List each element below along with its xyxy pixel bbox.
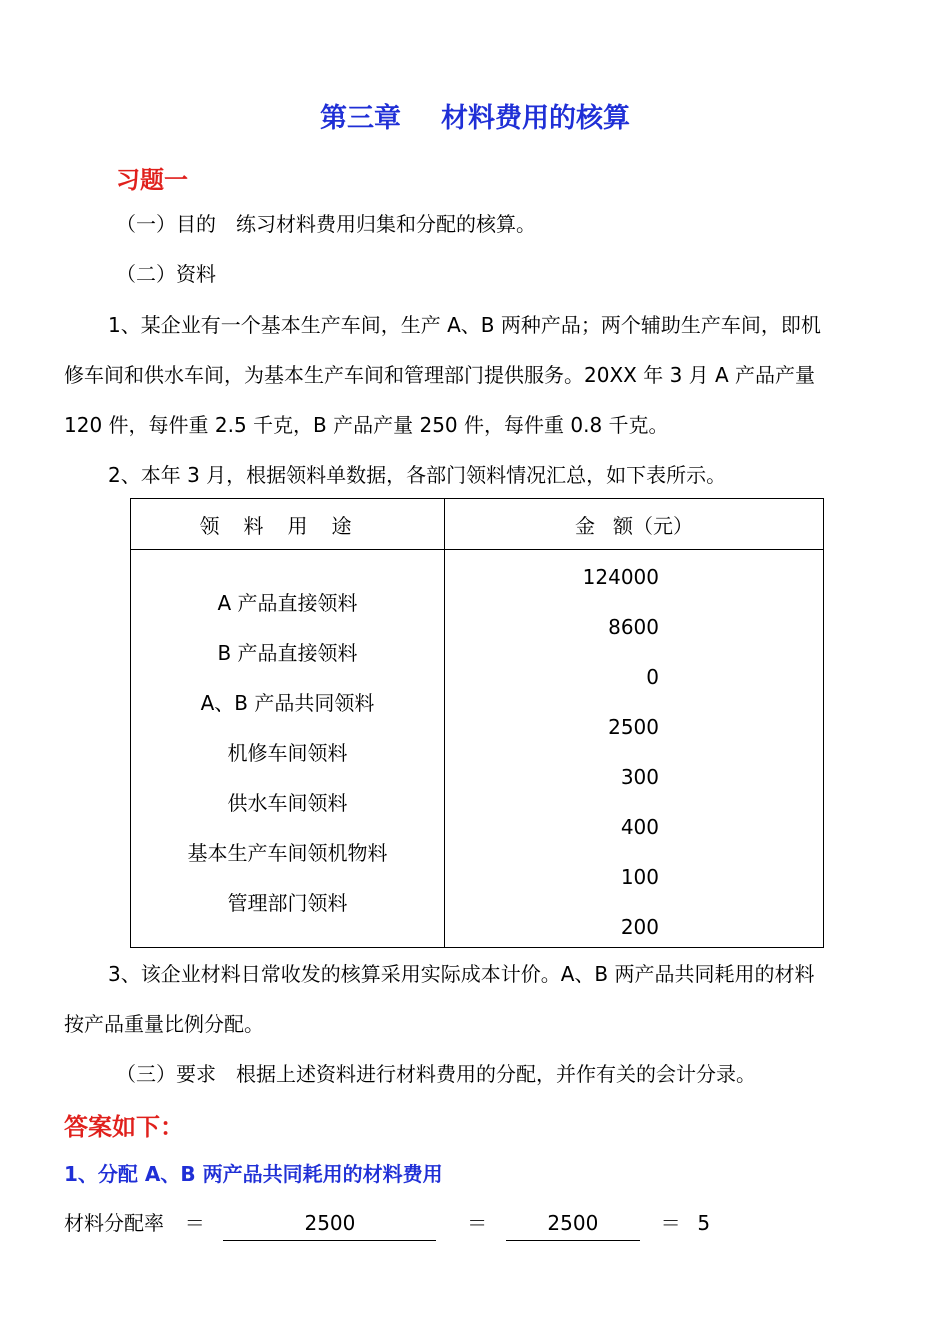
- step-1-heading: 1、分配 A、B 两产品共同耗用的材料费用: [64, 1162, 443, 1186]
- item-3-line-1: 3、该企业材料日常收发的核算采用实际成本计价。A、B 两产品共同耗用的材料: [108, 962, 815, 986]
- formula-equals: ＝: [467, 1211, 488, 1235]
- section-requirement: （三）要求 根据上述资料进行材料费用的分配，并作有关的会计分录。: [116, 1062, 756, 1086]
- use-item: 管理部门领料: [227, 891, 348, 915]
- amount-item: 8600: [608, 615, 659, 639]
- item-1-line-3: 120 件，每件重 2.5 千克，B 产品产量 250 件，每件重 0.8 千克。: [64, 413, 669, 437]
- header-amount-a: 金: [575, 513, 595, 538]
- item-3-paragraph: [64, 949, 892, 1049]
- chapter-name: 材料费用的核算: [441, 103, 630, 134]
- formula-equals: ＝: [660, 1211, 681, 1235]
- header-amount-b: 额（元）: [613, 513, 693, 538]
- section-purpose: （一）目的 练习材料费用归集和分配的核算。: [116, 212, 536, 236]
- formula-numerator-2: 2500: [506, 1206, 640, 1241]
- header-use: 领料用途: [131, 499, 445, 550]
- item-3-line-2: 按产品重量比例分配。: [64, 1012, 264, 1036]
- chapter-title: [0, 96, 950, 135]
- use-cell: [131, 550, 445, 948]
- answer-heading: 答案如下：: [64, 1113, 184, 1141]
- section-materials: （二）资料: [116, 262, 216, 286]
- amount-item: 2500: [608, 715, 659, 739]
- use-item: 机修车间领料: [227, 741, 348, 765]
- amount-list: [445, 552, 825, 952]
- allocation-formula: [64, 1206, 710, 1241]
- amount-item: 100: [620, 865, 659, 889]
- use-item: B 产品直接领料: [217, 641, 358, 665]
- amount-item: 200: [620, 915, 659, 939]
- header-amount: [445, 499, 824, 550]
- item-2-paragraph: 2、本年 3 月，根据领料单数据，各部门领料情况汇总，如下表所示。: [108, 463, 727, 487]
- table-header-row: [131, 499, 824, 550]
- amount-item: 0: [646, 665, 659, 689]
- use-item: A 产品直接领料: [217, 591, 358, 615]
- amount-item: 400: [620, 815, 659, 839]
- item-1-paragraph: [64, 300, 892, 500]
- item-1-line-1: 1、某企业有一个基本生产车间，生产 A、B 两种产品；两个辅助生产车间，即机: [108, 313, 821, 337]
- use-item: 基本生产车间领机物料: [187, 841, 388, 865]
- formula-label: 材料分配率: [64, 1211, 164, 1235]
- use-list: [131, 578, 444, 928]
- formula-numerator-1: 2500: [223, 1206, 436, 1241]
- item-1-line-2: 修车间和供水车间，为基本生产车间和管理部门提供服务。20XX 年 3 月 A 产品产量: [64, 363, 816, 387]
- formula-equals: ＝: [184, 1211, 205, 1235]
- chapter-number: 第三章: [320, 103, 401, 134]
- amount-item: 124000: [582, 565, 659, 589]
- exercise-heading: 习题一: [116, 166, 188, 194]
- use-item: A、B 产品共同领料: [200, 691, 375, 715]
- materials-table: [130, 498, 824, 948]
- table-body-row: [131, 550, 824, 948]
- amount-item: 300: [620, 765, 659, 789]
- formula-result: 5: [697, 1211, 711, 1235]
- use-item: 供水车间领料: [227, 791, 348, 815]
- amount-cell: [445, 550, 824, 948]
